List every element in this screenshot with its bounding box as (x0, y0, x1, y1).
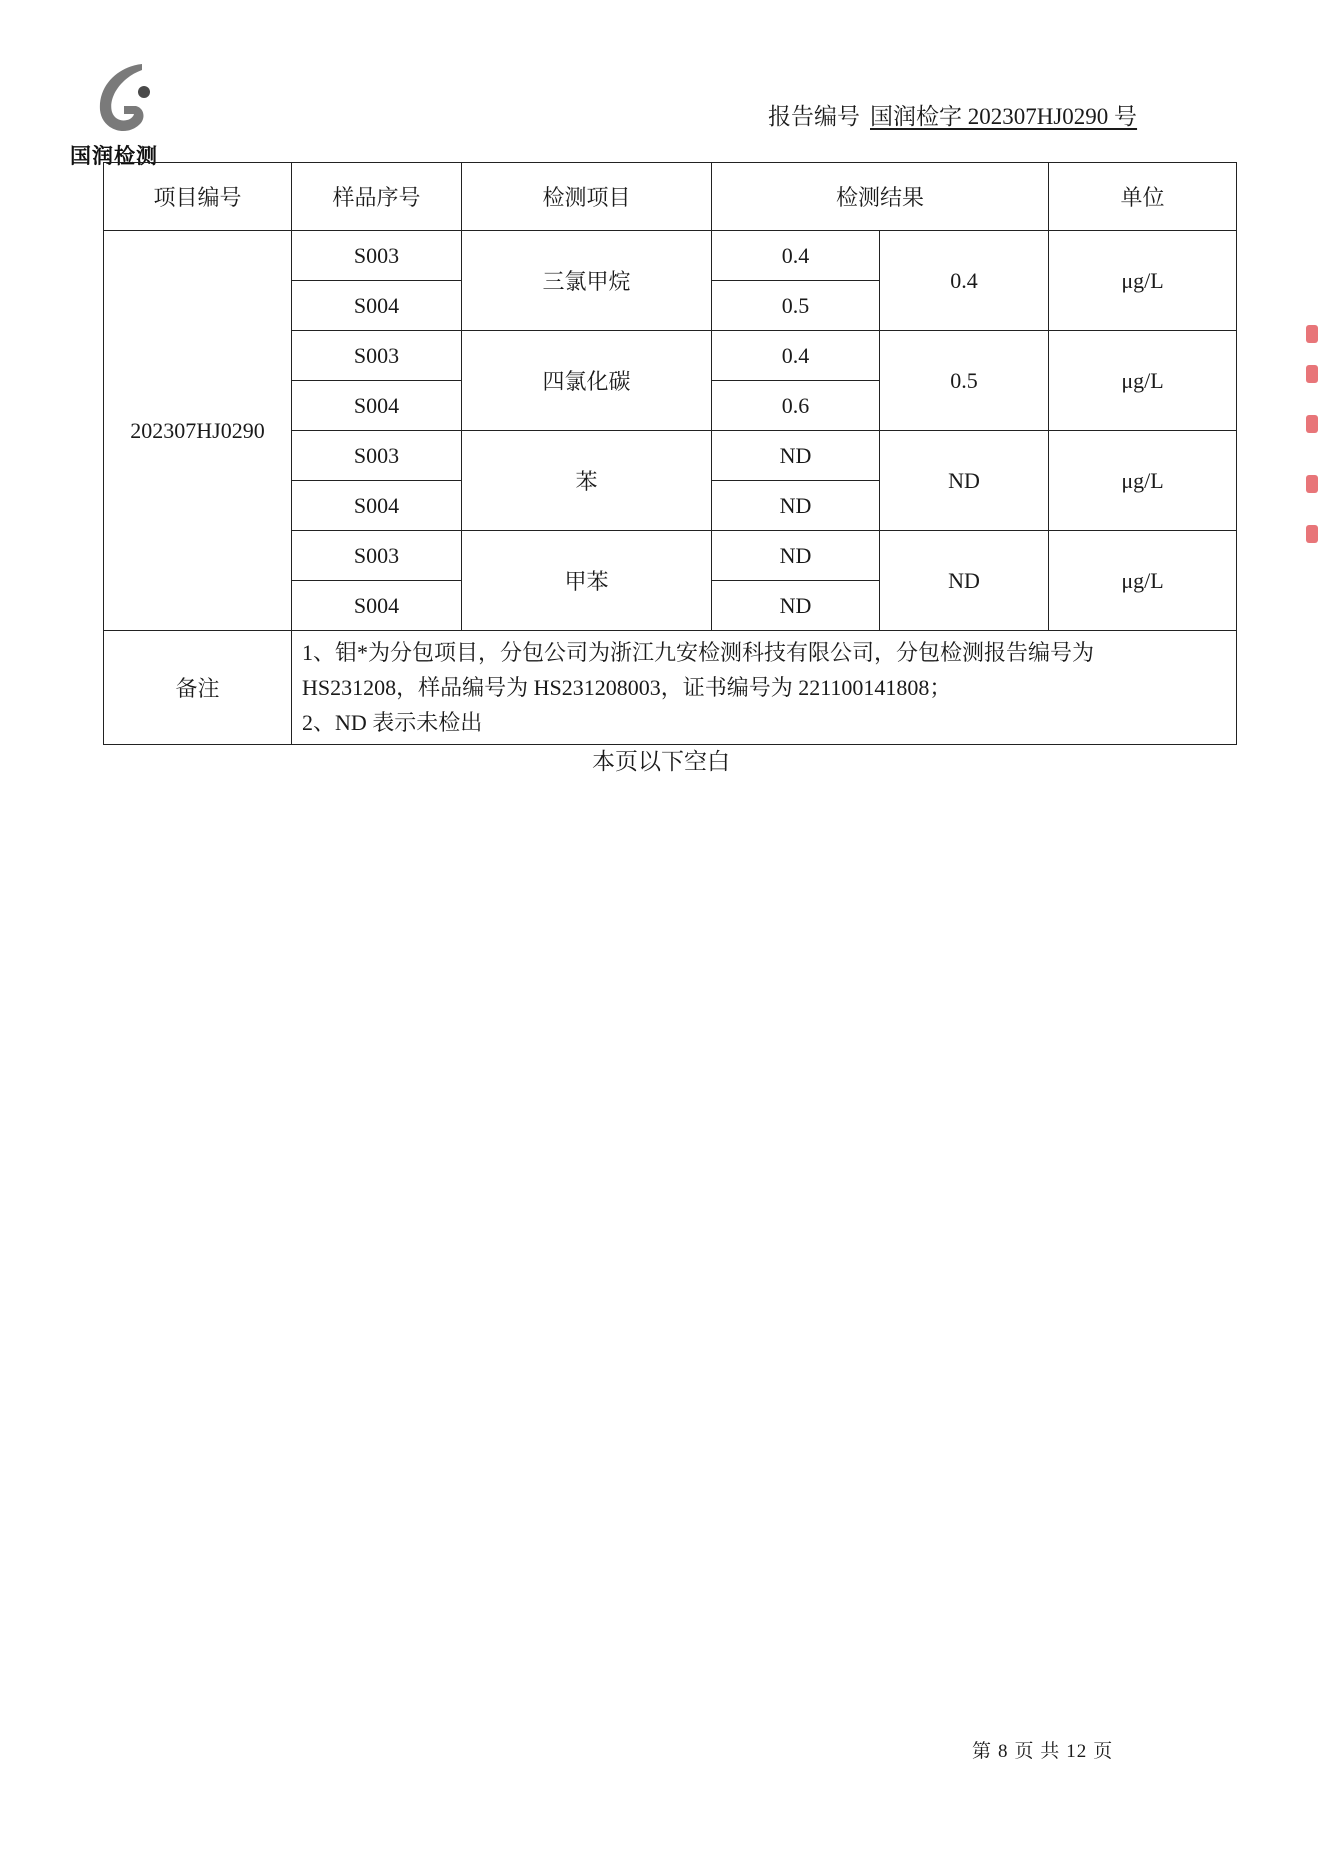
test-item-cell: 苯 (462, 431, 712, 531)
blank-page-note: 本页以下空白 (592, 749, 730, 774)
result-cell: ND (712, 531, 880, 581)
remarks-row (104, 631, 1237, 745)
summary-result-cell: ND (880, 531, 1049, 631)
page-mid: 页 共 (1014, 1741, 1061, 1762)
result-cell: ND (712, 481, 880, 531)
red-seal-stamp-edge (1304, 325, 1322, 555)
sample-cell: S003 (292, 331, 462, 381)
report-number-label: 报告编号 (768, 104, 860, 129)
summary-result-cell: 0.4 (880, 231, 1049, 331)
remarks-text (292, 631, 1237, 745)
result-cell: 0.4 (712, 331, 880, 381)
logo-text: 国润检测 (70, 144, 158, 168)
sample-cell: S004 (292, 381, 462, 431)
logo-mark-icon (90, 58, 160, 138)
remarks-label: 备注 (104, 631, 292, 745)
sample-cell: S003 (292, 431, 462, 481)
header-test-result: 检测结果 (712, 163, 1049, 231)
header-unit: 单位 (1049, 163, 1237, 231)
test-item-cell: 甲苯 (462, 531, 712, 631)
header-test-item: 检测项目 (462, 163, 712, 231)
sample-cell: S003 (292, 231, 462, 281)
result-cell: 0.4 (712, 231, 880, 281)
result-cell: 0.5 (712, 281, 880, 331)
result-cell: ND (712, 581, 880, 631)
summary-result-cell: 0.5 (880, 331, 1049, 431)
table-header-row (104, 163, 1237, 231)
sample-cell: S004 (292, 281, 462, 331)
report-number (768, 98, 1137, 131)
table-row (104, 231, 1237, 281)
test-item-cell: 三氯甲烷 (462, 231, 712, 331)
unit-cell: μg/L (1049, 431, 1237, 531)
page-suffix: 页 (1093, 1741, 1114, 1762)
remarks-line: HS231208，样品编号为 HS231208003，证书编号为 221100141808； (302, 675, 952, 700)
project-id-cell: 202307HJ0290 (104, 231, 292, 631)
sample-cell: S003 (292, 531, 462, 581)
header-project-id: 项目编号 (104, 163, 292, 231)
summary-result-cell: ND (880, 431, 1049, 531)
sample-cell: S004 (292, 581, 462, 631)
sample-cell: S004 (292, 481, 462, 531)
result-cell: ND (712, 431, 880, 481)
company-logo (70, 58, 180, 168)
result-cell: 0.6 (712, 381, 880, 431)
test-item-cell: 四氯化碳 (462, 331, 712, 431)
remarks-line: 1、钼*为分包项目，分包公司为浙江九安检测科技有限公司，分包检测报告编号为 (302, 640, 1095, 665)
page-number (972, 1736, 1119, 1763)
results-table (103, 162, 1237, 745)
page-prefix: 第 (972, 1741, 993, 1762)
unit-cell: μg/L (1049, 531, 1237, 631)
unit-cell: μg/L (1049, 331, 1237, 431)
unit-cell: μg/L (1049, 231, 1237, 331)
page-total: 12 (1066, 1741, 1088, 1762)
report-number-value: 国润检字 202307HJ0290 号 (870, 104, 1138, 129)
header-sample-no: 样品序号 (292, 163, 462, 231)
remarks-line: 2、ND 表示未检出 (302, 710, 483, 735)
page-current: 8 (998, 1741, 1009, 1762)
